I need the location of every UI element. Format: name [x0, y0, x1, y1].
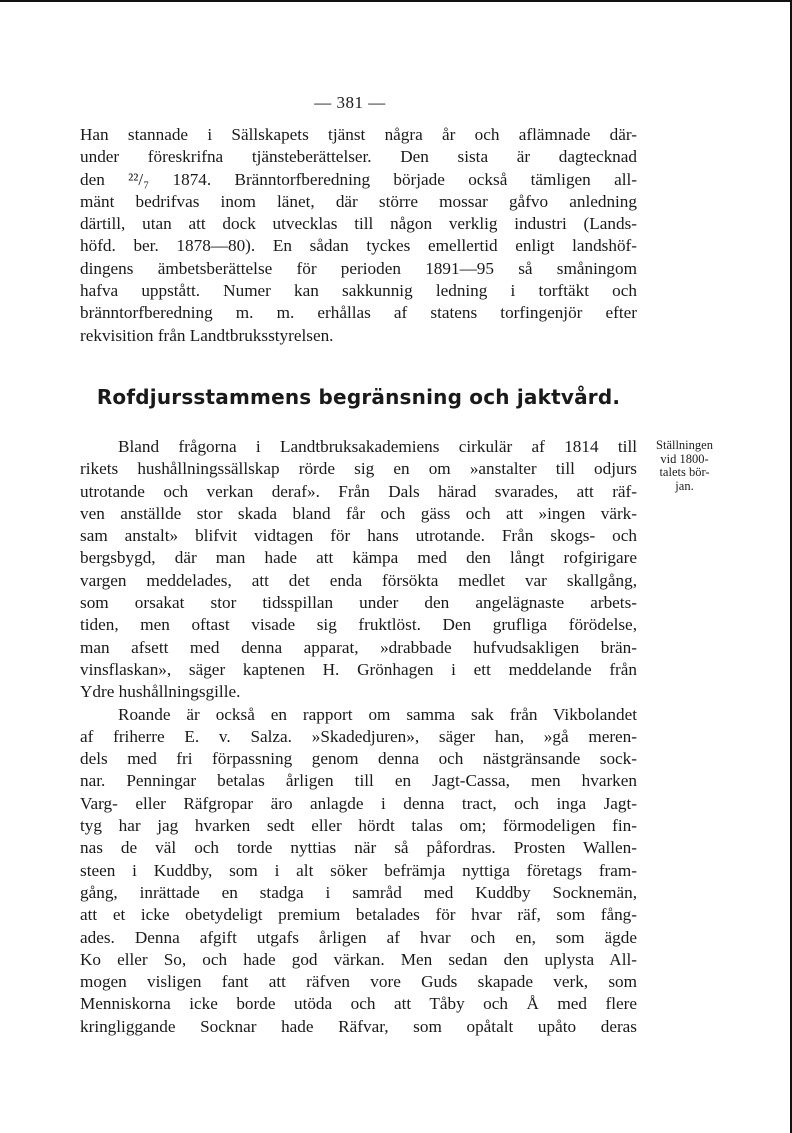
text-line: dingens ämbetsberättelse för perioden 1891—95 så småningom — [80, 258, 637, 278]
text-line: Roande är också en rapport om samma sak från Vikbolandet — [118, 704, 637, 724]
text-line: sam anstalt» blifvit vidtagen för hans utrotande. Från skogs- och — [80, 526, 637, 546]
text-line: höfd. ber. 1878—80). En sådan tyckes emellertid enligt landshöf- — [80, 236, 637, 256]
page-border-top — [0, 0, 792, 2]
text-line: därtill, utan att dock utvecklas till någon verklig industri (Lands- — [80, 214, 637, 234]
text-line: Ko eller So, och hade god värkan. Men sedan den uplysta All- — [80, 949, 637, 969]
text-line: mogen visligen fant att räfven vore Guds skapade verk, som — [80, 972, 637, 992]
text-line: att et icke obetydeligt premium betalades för hvar räf, som fång- — [80, 905, 637, 925]
margin-note-line: Ställningen — [656, 438, 713, 452]
text-line: Ydre hushållningsgille. — [80, 682, 241, 702]
text-line: Han stannade i Sällskapets tjänst några år och aflämnade där- — [80, 125, 637, 144]
text-line: af friherre E. v. Salza. »Skadedjuren», säger han, »gå meren- — [80, 726, 637, 746]
text-line: gång, inrättade en stadga i samråd med Kuddby Socknemän, — [80, 882, 637, 902]
text-line: man afsett med denna apparat, »drabbade hufvudsakligen brän- — [80, 637, 637, 657]
margin-note — [637, 439, 732, 493]
text-line: Bland frågorna i Landtbruksakademiens cirkulär af 1814 till — [118, 437, 637, 456]
text-line: under föreskrifna tjänsteberättelser. Den sista är dagtecknad — [80, 147, 637, 167]
text-line: kringliggande Socknar hade Räfvar, som opåtalt upåto deras — [80, 1016, 637, 1036]
text-line: nas de väl och torde nyttias när så påfordras. Prosten Wallen- — [80, 838, 637, 858]
section-heading: Rofdjursstammens begränsning och jaktvård. — [96, 385, 621, 409]
text-line: dels med fri förpassning genom denna och nästgränsande sock- — [80, 749, 637, 769]
text-line: tiden, men oftast visade sig fruktlöst. Den grufliga förödelse, — [80, 615, 637, 635]
text-line: vinsflaskan», säger kaptenen H. Grönhagen i ett meddelande från — [80, 659, 637, 679]
text-line: ven anställde stor skada bland får och gäss och att »ingen värk- — [80, 503, 637, 523]
text-line: som orsakat stor tidsspillan under den angelägnaste arbets- — [80, 593, 637, 613]
margin-note-line: jan. — [675, 478, 694, 493]
intro-paragraph — [80, 124, 637, 347]
text-line: ades. Denna afgift utgafs årligen af hvar och en, som ägde — [80, 927, 637, 947]
text-line: vargen meddelades, att det enda försökta medlet var skallgång, — [80, 570, 637, 590]
text-line: nar. Penningar betalas årligen till en Jagt-Cassa, men hvarken — [80, 771, 637, 791]
margin-note-line: talets bör- — [659, 465, 710, 479]
text-line: tyg har jag hvarken sedt eller hördt talas om; förmodeligen fin- — [80, 816, 637, 836]
text-line: Varg- eller Räfgropar äro anlagde i denna tract, och inga Jagt- — [80, 793, 637, 813]
text-line: hafva uppstått. Numer kan sakkunnig ledning i torftäkt och — [80, 281, 637, 301]
page-number: — 381 — — [314, 93, 386, 112]
text-line: steen i Kuddby, som i alt söker befrämja nyttiga företags fram- — [80, 860, 637, 880]
body-text — [80, 436, 637, 1038]
text-line: den ²²/₇ 1874. Bränntorfberedning började också tämligen all- — [80, 169, 637, 189]
margin-note-line: vid 1800- — [660, 451, 709, 466]
text-line: rikets hushållningssällskap rörde sig en om »anstalter till odjurs — [80, 459, 637, 479]
text-line: rekvisition från Landtbruksstyrelsen. — [80, 325, 334, 345]
text-line: bergsbygd, där man hade att kämpa med den långt rofgirigare — [80, 548, 637, 568]
text-line: utrotande och verkan deraf». Från Dals härad svarades, att räf- — [80, 481, 637, 501]
text-line: mänt bedrifvas inom länet, där större mossar gåfvo anledning — [80, 191, 637, 211]
text-line: bränntorfberedning m. m. erhållas af statens torfingenjör efter — [80, 303, 637, 323]
text-line: Menniskorna icke borde utöda och att Tåby och Å med flere — [80, 994, 637, 1014]
